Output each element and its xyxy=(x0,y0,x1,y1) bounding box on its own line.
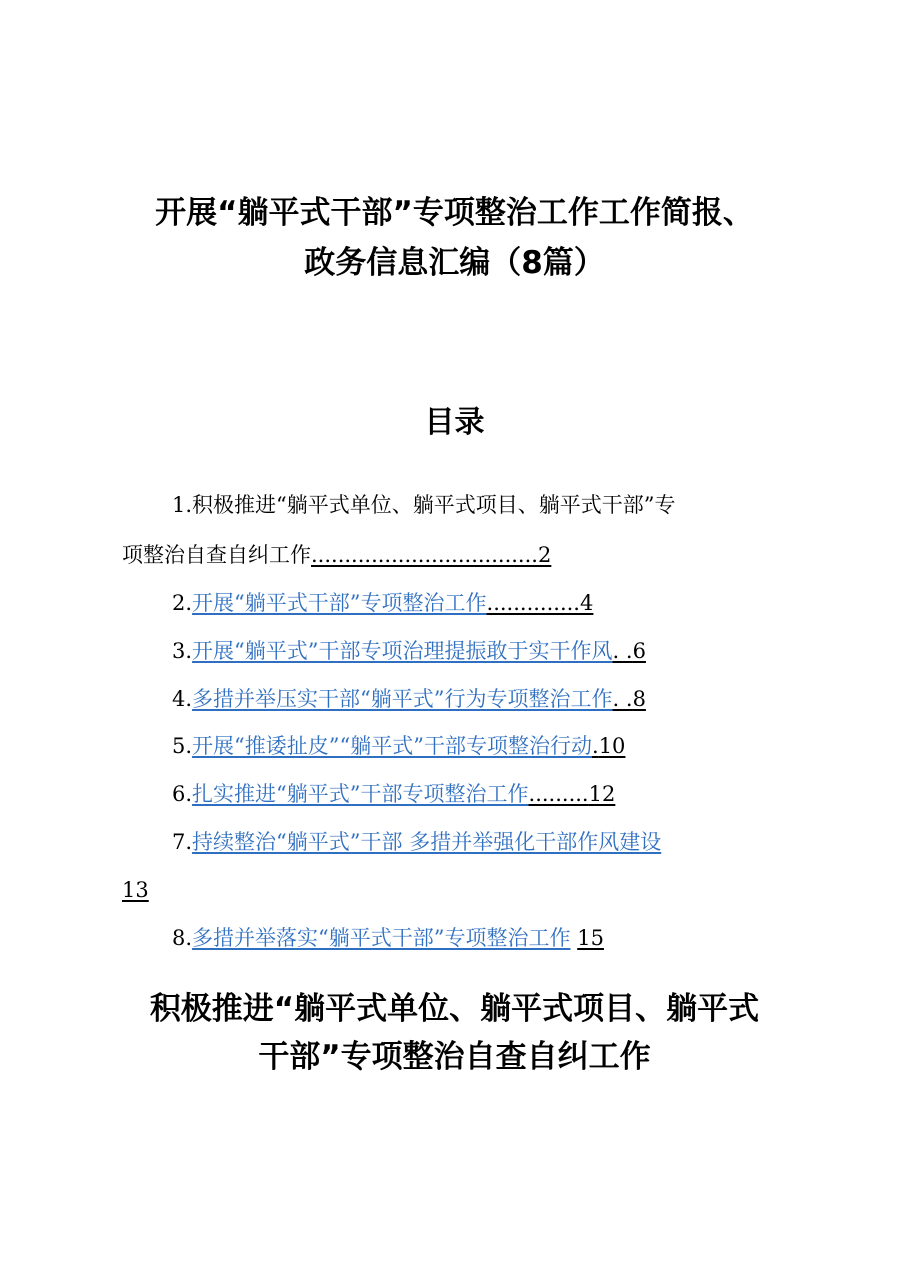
toc-entry-link[interactable]: 多措并举落实“躺平式干部”专项整治工作 xyxy=(192,926,571,950)
toc-entry-link[interactable]: 持续整治“躺平式”干部 多措并举强化干部作风建设 xyxy=(192,830,662,854)
toc-entry-6[interactable] xyxy=(172,779,615,809)
document-title-line-2: 政务信息汇编（8篇） xyxy=(304,245,605,281)
toc-entry-number: 7. xyxy=(172,830,193,854)
toc-entry-1-line-1[interactable] xyxy=(172,490,676,520)
toc-leader: .................................. xyxy=(311,543,538,567)
toc-entry-2[interactable] xyxy=(172,588,593,618)
toc-page-number: 12 xyxy=(588,782,616,806)
toc-entry-number: 4. xyxy=(172,687,193,711)
toc-entry-3[interactable] xyxy=(172,636,646,666)
toc-entry-link[interactable]: 开展“躺平式干部”专项整治工作 xyxy=(192,591,487,615)
document-title-line-1: 开展“躺平式干部”专项整治工作工作简报、 xyxy=(155,195,754,231)
toc-entry-link[interactable]: 扎实推进“躺平式”干部专项整治工作 xyxy=(192,782,529,806)
toc-leader: . . xyxy=(612,687,633,711)
toc-entry-link[interactable]: 开展“推诿扯皮”“躺平式”干部专项整治行动 xyxy=(192,734,592,758)
toc-entry-number: 5. xyxy=(172,734,193,758)
toc-entry-4[interactable] xyxy=(172,684,646,714)
toc-entry-link[interactable]: 多措并举压实干部“躺平式”行为专项整治工作 xyxy=(192,687,613,711)
toc-entry-link[interactable]: 开展“躺平式”干部专项治理提振敢于实干作风 xyxy=(192,639,613,663)
toc-entry-number: 1. xyxy=(172,493,193,517)
toc-entry-7-page-line[interactable] xyxy=(122,875,149,905)
toc-page-number: 10 xyxy=(598,734,626,758)
toc-page-number: 6 xyxy=(632,639,646,663)
toc-leader: .............. xyxy=(486,591,580,615)
toc-entry-text: 积极推进“躺平式单位、躺平式项目、躺平式干部”专 xyxy=(192,493,676,517)
toc-entry-text: 项整治自查自纠工作 xyxy=(122,543,311,567)
section-title-line-2: 干部”专项整治自查自纠工作 xyxy=(258,1039,651,1075)
toc-entry-5[interactable] xyxy=(172,731,625,761)
toc-page-number: 8 xyxy=(632,687,646,711)
toc-entry-7[interactable] xyxy=(172,827,661,857)
toc-leader: ......... xyxy=(528,782,589,806)
toc-entry-8[interactable] xyxy=(172,923,604,953)
toc-page-number: 4 xyxy=(580,591,594,615)
toc-page-number: 2 xyxy=(537,543,552,567)
toc-entry-number: 3. xyxy=(172,639,193,663)
toc-entry-1-line-2[interactable] xyxy=(122,540,551,570)
toc-entry-number: 2. xyxy=(172,591,193,615)
toc-entry-number: 8. xyxy=(172,926,193,950)
toc-page-number: 15 xyxy=(577,926,604,950)
section-title-line-1: 积极推进“躺平式单位、躺平式项目、躺平式 xyxy=(149,991,760,1027)
toc-leader: . . xyxy=(612,639,633,663)
toc-heading: 目录 xyxy=(424,405,485,440)
toc-leader: . xyxy=(592,734,599,758)
toc-entry-number: 6. xyxy=(172,782,193,806)
toc-page-number: 13 xyxy=(122,878,149,902)
